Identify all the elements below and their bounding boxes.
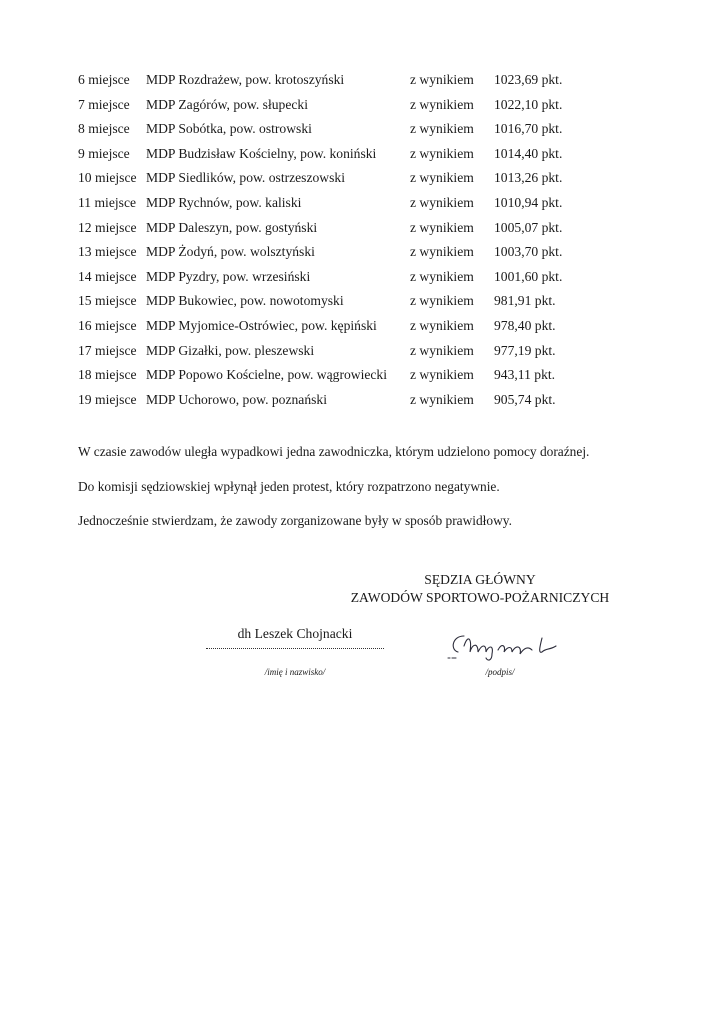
result-place: 11 miejsce (78, 194, 137, 210)
result-team: MDP Bukowiec, pow. nowotomyski (146, 293, 344, 309)
result-row (78, 97, 638, 122)
result-row (78, 195, 638, 220)
signature-caption: /podpis/ (485, 667, 515, 677)
result-score: 1005,07 pkt. (494, 219, 563, 235)
result-score: 981,91 pkt. (494, 293, 556, 309)
result-with-label: z wynikiem (410, 96, 474, 112)
result-team: MDP Rychnów, pow. kaliski (146, 194, 302, 210)
result-team: MDP Myjomice-Ostrówiec, pow. kępiński (146, 317, 377, 333)
result-place: 19 miejsce (78, 391, 137, 407)
result-score: 1023,69 pkt. (494, 72, 563, 87)
result-team: MDP Zagórów, pow. słupecki (146, 96, 308, 112)
result-score: 943,11 pkt. (494, 367, 556, 383)
result-team: MDP Pyzdry, pow. wrzesiński (146, 268, 311, 284)
result-with-label: z wynikiem (410, 391, 474, 407)
result-place: 10 miejsce (78, 170, 137, 186)
result-place: 14 miejsce (78, 268, 137, 284)
result-score: 977,19 pkt. (494, 342, 556, 358)
result-with-label: z wynikiem (410, 219, 474, 235)
protest-note: Do komisji sędziowskiej wpłynął jeden protest, który rozpatrzono negatywnie. (78, 479, 500, 494)
result-score: 1022,10 pkt. (494, 96, 563, 112)
result-score: 1014,40 pkt. (494, 145, 563, 161)
result-place: 15 miejsce (78, 293, 137, 309)
result-with-label: z wynikiem (410, 170, 474, 186)
result-row (78, 293, 638, 318)
result-team: MDP Gizałki, pow. pleszewski (146, 342, 315, 358)
result-score: 1013,26 pkt. (494, 170, 563, 186)
result-place: 12 miejsce (78, 219, 137, 235)
result-place: 7 miejsce (78, 96, 130, 112)
result-team: MDP Uchorowo, pow. poznański (146, 391, 327, 407)
result-row (78, 170, 638, 195)
result-with-label: z wynikiem (410, 367, 474, 383)
results-list (78, 72, 638, 416)
result-row (78, 244, 638, 269)
result-place: 13 miejsce (78, 244, 137, 260)
handwritten-signature (446, 628, 576, 664)
result-score: 905,74 pkt. (494, 391, 556, 407)
result-score: 978,40 pkt. (494, 317, 556, 333)
name-caption: /imię i nazwisko/ (264, 667, 326, 677)
result-row (78, 392, 638, 417)
judge-title-line2: ZAWODÓW SPORTOWO-POŻARNICZYCH (350, 590, 610, 605)
result-with-label: z wynikiem (410, 244, 474, 260)
result-with-label: z wynikiem (410, 293, 474, 309)
result-team: MDP Daleszyn, pow. gostyński (146, 219, 318, 235)
result-with-label: z wynikiem (410, 268, 474, 284)
result-row (78, 146, 638, 171)
result-row (78, 72, 638, 97)
result-score: 1003,70 pkt. (494, 244, 563, 260)
result-team: MDP Sobótka, pow. ostrowski (146, 121, 312, 137)
name-dotted-line (206, 646, 384, 649)
result-with-label: z wynikiem (410, 342, 474, 358)
result-with-label: z wynikiem (410, 317, 474, 333)
result-row (78, 318, 638, 343)
result-place: 18 miejsce (78, 367, 137, 383)
result-score: 1010,94 pkt. (494, 194, 563, 210)
result-with-label: z wynikiem (410, 145, 474, 161)
accident-note: W czasie zawodów uległa wypadkowi jedna zawodniczka, którym udzielono pomocy doraźnej. (78, 444, 590, 459)
result-row (78, 269, 638, 294)
result-with-label: z wynikiem (410, 194, 474, 210)
judge-name: dh Leszek Chojnacki (237, 626, 353, 641)
result-team: MDP Rozdrażew, pow. krotoszyński (146, 72, 345, 87)
result-team: MDP Budzisław Kościelny, pow. koniński (146, 145, 377, 161)
result-team: MDP Siedlików, pow. ostrzeszowski (146, 170, 345, 186)
result-with-label: z wynikiem (410, 72, 474, 87)
result-place: 17 miejsce (78, 342, 137, 358)
result-row (78, 220, 638, 245)
statement-note: Jednocześnie stwierdzam, że zawody zorganizowane były w sposób prawidłowy. (78, 513, 512, 528)
result-team: MDP Żodyń, pow. wolsztyński (146, 244, 315, 260)
result-place: 9 miejsce (78, 145, 130, 161)
result-row (78, 121, 638, 146)
judge-title (330, 571, 630, 607)
result-with-label: z wynikiem (410, 121, 474, 137)
result-score: 1001,60 pkt. (494, 268, 563, 284)
result-row (78, 343, 638, 368)
result-place: 8 miejsce (78, 121, 130, 137)
result-team: MDP Popowo Kościelne, pow. wągrowiecki (146, 367, 388, 383)
judge-title-line1: SĘDZIA GŁÓWNY (424, 572, 536, 587)
result-place: 16 miejsce (78, 317, 137, 333)
result-row (78, 367, 638, 392)
result-score: 1016,70 pkt. (494, 121, 563, 137)
result-place: 6 miejsce (78, 72, 130, 87)
